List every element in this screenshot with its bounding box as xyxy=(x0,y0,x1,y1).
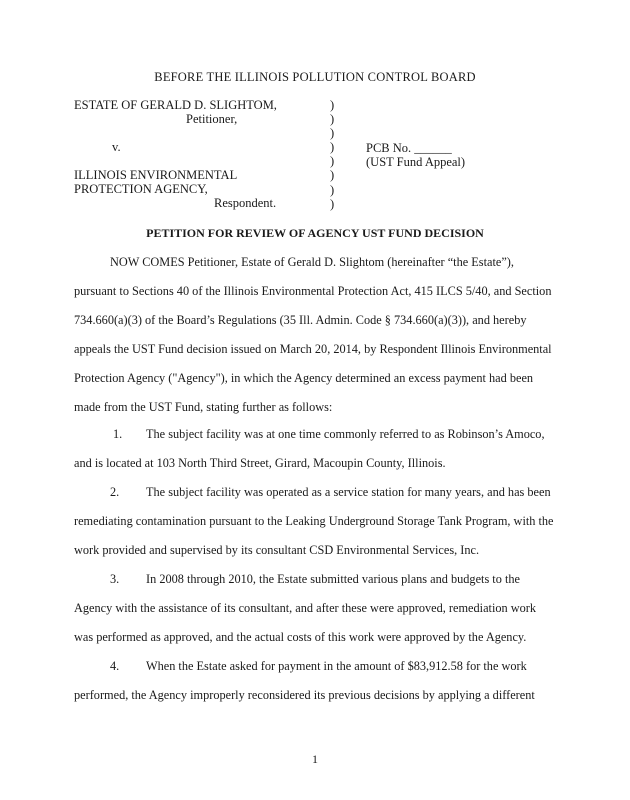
body-line: work provided and supervised by its consultant CSD Environmental Services, Inc. xyxy=(74,543,480,557)
paren: ) xyxy=(330,140,335,155)
body-line: Protection Agency ("Agency"), in which the Agency determined an excess payment had been xyxy=(74,371,534,385)
petition-heading: PETITION FOR REVIEW OF AGENCY UST FUND DECISION xyxy=(146,226,484,240)
body-line: 734.660(a)(3) of the Board’s Regulations (35 Ill. Admin. Code § 734.660(a)(3)), and hereby xyxy=(74,313,527,327)
petitioner-role: Petitioner, xyxy=(186,112,238,126)
body-line: performed, the Agency improperly reconsidered its previous decisions by applying a different xyxy=(74,688,535,702)
page-number: 1 xyxy=(312,752,318,766)
body-line: appeals the UST Fund decision issued on March 20, 2014, by Respondent Illinois Environmental xyxy=(74,342,552,356)
court-name: BEFORE THE ILLINOIS POLLUTION CONTROL BOARD xyxy=(154,70,476,84)
body-line: was performed as approved, and the actual costs of this work were approved by the Agency. xyxy=(74,630,527,644)
paragraph-number: 1. xyxy=(113,427,123,441)
body-line: and is located at 103 North Third Street, Girard, Macoupin County, Illinois. xyxy=(74,456,446,470)
body-line: made from the UST Fund, stating further as follows: xyxy=(74,400,333,414)
respondent-role: Respondent. xyxy=(214,196,277,210)
case-number: PCB No. ______ xyxy=(366,141,452,155)
paragraph-number: 4. xyxy=(110,659,120,673)
case-type: (UST Fund Appeal) xyxy=(366,155,466,169)
paren: ) xyxy=(330,154,335,169)
paren: ) xyxy=(330,182,335,197)
versus: v. xyxy=(112,140,121,154)
body-line: The subject facility was operated as a service station for many years, and has been xyxy=(146,485,551,499)
respondent-name-line2: PROTECTION AGENCY, xyxy=(74,182,208,196)
paren: ) xyxy=(330,196,335,211)
body-line: NOW COMES Petitioner, Estate of Gerald D. Slightom (hereinafter “the Estate”), xyxy=(110,255,514,269)
body-line: The subject facility was at one time commonly referred to as Robinson’s Amoco, xyxy=(146,427,545,441)
body-line: remediating contamination pursuant to the Leaking Underground Storage Tank Program, with the xyxy=(74,514,554,528)
paragraph-number: 2. xyxy=(110,485,120,499)
petitioner-name: ESTATE OF GERALD D. SLIGHTOM, xyxy=(74,98,277,112)
body-line: pursuant to Sections 40 of the Illinois Environmental Protection Act, 415 ILCS 5/40, and Section xyxy=(74,284,552,298)
body-line: Agency with the assistance of its consultant, and after these were approved, remediation work xyxy=(74,601,537,615)
paren: ) xyxy=(330,126,335,141)
paragraph-number: 3. xyxy=(110,572,120,586)
body-line: In 2008 through 2010, the Estate submitted various plans and budgets to the xyxy=(146,572,520,586)
body-line: When the Estate asked for payment in the amount of $83,912.58 for the work xyxy=(146,659,527,673)
paren: ) xyxy=(330,98,335,112)
caption-parentheses xyxy=(330,98,334,211)
paren: ) xyxy=(330,112,335,127)
paren: ) xyxy=(330,168,335,183)
respondent-name-line1: ILLINOIS ENVIRONMENTAL xyxy=(74,168,238,182)
